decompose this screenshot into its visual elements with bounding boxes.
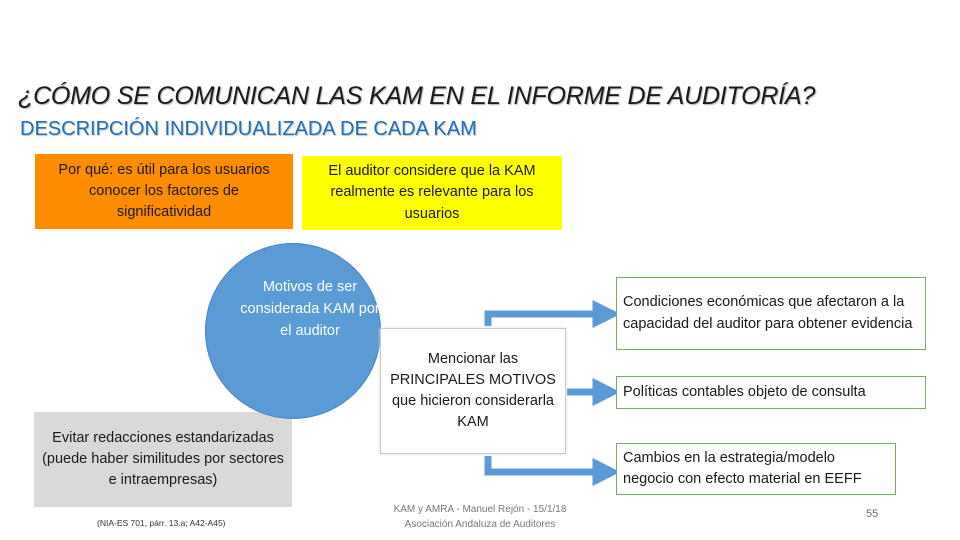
reason-accounting-policies (616, 376, 926, 409)
reason-economic-conditions-text: Condiciones económicas que afectaron a la capacidad del auditor para obtener evidencia (623, 294, 913, 332)
reason-economic-conditions (616, 277, 926, 350)
reason-strategy-changes (616, 443, 896, 495)
reference-note: (NIA-ES 701, párr. 13.a; A42-A45) (97, 518, 226, 528)
main-reasons-box (380, 328, 566, 454)
slide-title: ¿CÓMO SE COMUNICAN LAS KAM EN EL INFORME DE AUDITORÍA? (18, 82, 816, 110)
avoid-standard-wording-text: Evitar redacciones estandarizadas (puede haber similitudes por sectores e intraempresas) (42, 429, 284, 488)
reason-accounting-policies-text: Políticas contables objeto de consulta (623, 383, 866, 400)
footer (380, 503, 580, 532)
footer-author: KAM y AMRA - Manuel Rejón - 15/1/18 (393, 504, 567, 515)
auditor-relevance-text: El auditor considere que la KAM realmente es relevante para los usuarios (328, 163, 536, 222)
reason-strategy-changes-text: Cambios en la estrategia/modelo negocio con efecto material en EEFF (623, 449, 862, 487)
slide-subtitle: DESCRIPCIÓN INDIVIDUALIZADA DE CADA KAM (20, 118, 477, 140)
main-reasons-text: Mencionar las PRINCIPALES MOTIVOS que hicieron considerarla KAM (390, 350, 556, 431)
footer-organization: Asociación Andaluza de Auditores (404, 518, 556, 530)
arrow-to-economic-conditions (488, 314, 603, 326)
why-useful-text: Por qué: es útil para los usuarios conocer los factores de significatividad (58, 161, 270, 220)
page-number: 55 (866, 508, 879, 520)
arrow-to-strategy-changes (488, 456, 603, 472)
reasons-circle-text: Motivos de ser considerada KAM por el auditor (240, 279, 380, 339)
